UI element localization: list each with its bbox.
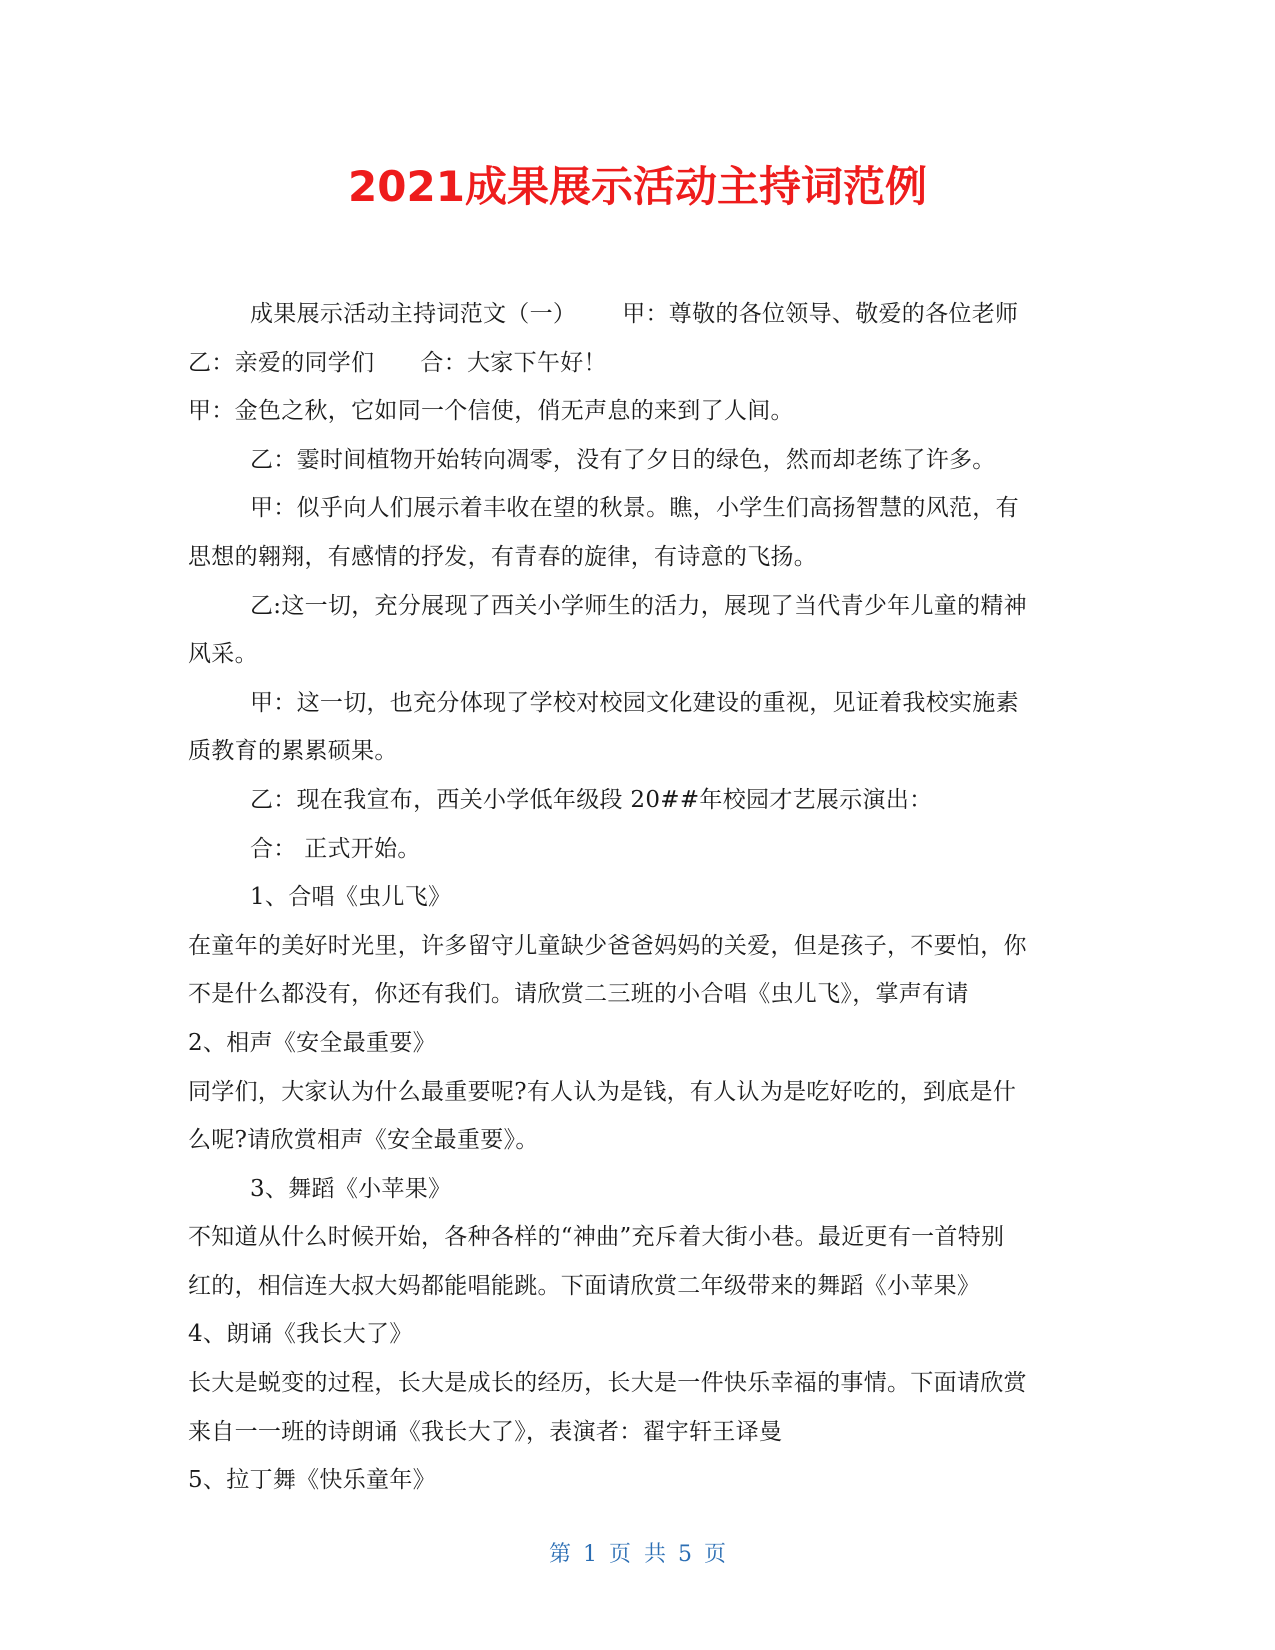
paragraph-line [188, 727, 1088, 776]
line-text: 乙：现在我宣布，西关小学低年级段 20##年校园才艺展示演出： [250, 786, 933, 813]
paragraph-line [188, 970, 1088, 1019]
paragraph-line [188, 1116, 1088, 1165]
paragraph-line [188, 630, 1088, 679]
paragraph-line [188, 1068, 1088, 1117]
line-text: 甲：金色之秋，它如同一个信使，俏无声息的来到了人间。 [188, 398, 794, 425]
paragraph-line [188, 679, 1088, 728]
line-text: 甲：似乎向人们展示着丰收在望的秋景。瞧，小学生们高扬智慧的风范，有 [250, 495, 1019, 522]
paragraph-line [188, 1262, 1088, 1311]
line-text: 4、朗诵《我长大了》 [188, 1321, 413, 1348]
line-text: 红的，相信连大叔大妈都能唱能跳。下面请欣赏二年级带来的舞蹈《小苹果》 [188, 1272, 981, 1299]
paragraph-line [188, 387, 1088, 436]
line-text: 合：大家下午好！ [420, 349, 607, 376]
footer-suffix: 页 [704, 1542, 727, 1567]
footer-mid: 页 共 [609, 1542, 666, 1567]
line-text: 成果展示活动主持词范文（一） [250, 301, 577, 327]
line-text: 不是什么都没有，你还有我们。请欣赏二三班的小合唱《虫儿飞》，掌声有请 [188, 981, 969, 1008]
paragraph-line [188, 873, 1088, 922]
paragraph-line [188, 436, 1088, 485]
line-text: 思想的翱翔，有感情的抒发，有青春的旋律，有诗意的飞扬。 [188, 543, 818, 570]
paragraph-line [188, 582, 1088, 631]
paragraph-line [188, 922, 1088, 971]
line-text: 乙：亲爱的同学们 [188, 349, 375, 376]
line-text: 甲：这一切，也充分体现了学校对校园文化建设的重视，见证着我校实施素 [250, 689, 1019, 716]
paragraph-line [188, 290, 1088, 339]
line-text: 2、相声《安全最重要》 [188, 1029, 436, 1056]
line-text: 3、舞蹈《小苹果》 [250, 1175, 452, 1202]
paragraph-line [188, 1310, 1088, 1359]
line-text: 乙：霎时间植物开始转向凋零，没有了夕日的绿色，然而却老练了许多。 [250, 446, 996, 473]
paragraph-line [188, 1408, 1088, 1457]
line-text: 乙:这一切，充分展现了西关小学师生的活力，展现了当代青少年儿童的精神 [250, 592, 1027, 619]
line-text: 在童年的美好时光里，许多留守儿童缺少爸爸妈妈的关爱，但是孩子，不要怕，你 [188, 932, 1027, 959]
paragraph-line [188, 825, 1088, 874]
paragraph-line [188, 484, 1088, 533]
document-body [188, 290, 1088, 1505]
paragraph-line [188, 1019, 1088, 1068]
footer-total-pages: 5 [678, 1542, 692, 1567]
footer-prefix: 第 [548, 1542, 571, 1567]
footer-current-page: 1 [583, 1542, 597, 1567]
paragraph-line [188, 1213, 1088, 1262]
line-text: 来自一一班的诗朗诵《我长大了》，表演者：翟宇轩王译曼 [188, 1418, 783, 1445]
paragraph-line [188, 339, 1088, 388]
line-text: 甲：尊敬的各位领导、敬爱的各位老师 [622, 301, 1019, 327]
line-text: 1、合唱《虫儿飞》 [250, 884, 452, 911]
document-title: 2021成果展示活动主持词范例 [348, 162, 927, 211]
paragraph-line [188, 1165, 1088, 1214]
line-text: 5、拉丁舞《快乐童年》 [188, 1467, 436, 1494]
line-text: 质教育的累累硕果。 [188, 738, 398, 765]
line-text: 长大是蜕变的过程，长大是成长的经历，长大是一件快乐幸福的事情。下面请欣赏 [188, 1370, 1027, 1397]
line-text: 么呢?请欣赏相声《安全最重要》。 [188, 1127, 539, 1154]
paragraph-line [188, 533, 1088, 582]
paragraph-line [188, 1456, 1088, 1505]
line-text: 不知道从什么时候开始，各种各样的“神曲”充斥着大街小巷。最近更有一首特别 [188, 1224, 1005, 1251]
paragraph-line [188, 1359, 1088, 1408]
line-text: 风采。 [188, 641, 258, 668]
paragraph-line [188, 776, 1088, 825]
line-text: 合： 正式开始。 [250, 835, 421, 862]
line-text: 同学们，大家认为什么最重要呢?有人认为是钱，有人认为是吃好吃的，到底是什 [188, 1078, 1017, 1105]
page-footer [0, 1540, 1275, 1570]
